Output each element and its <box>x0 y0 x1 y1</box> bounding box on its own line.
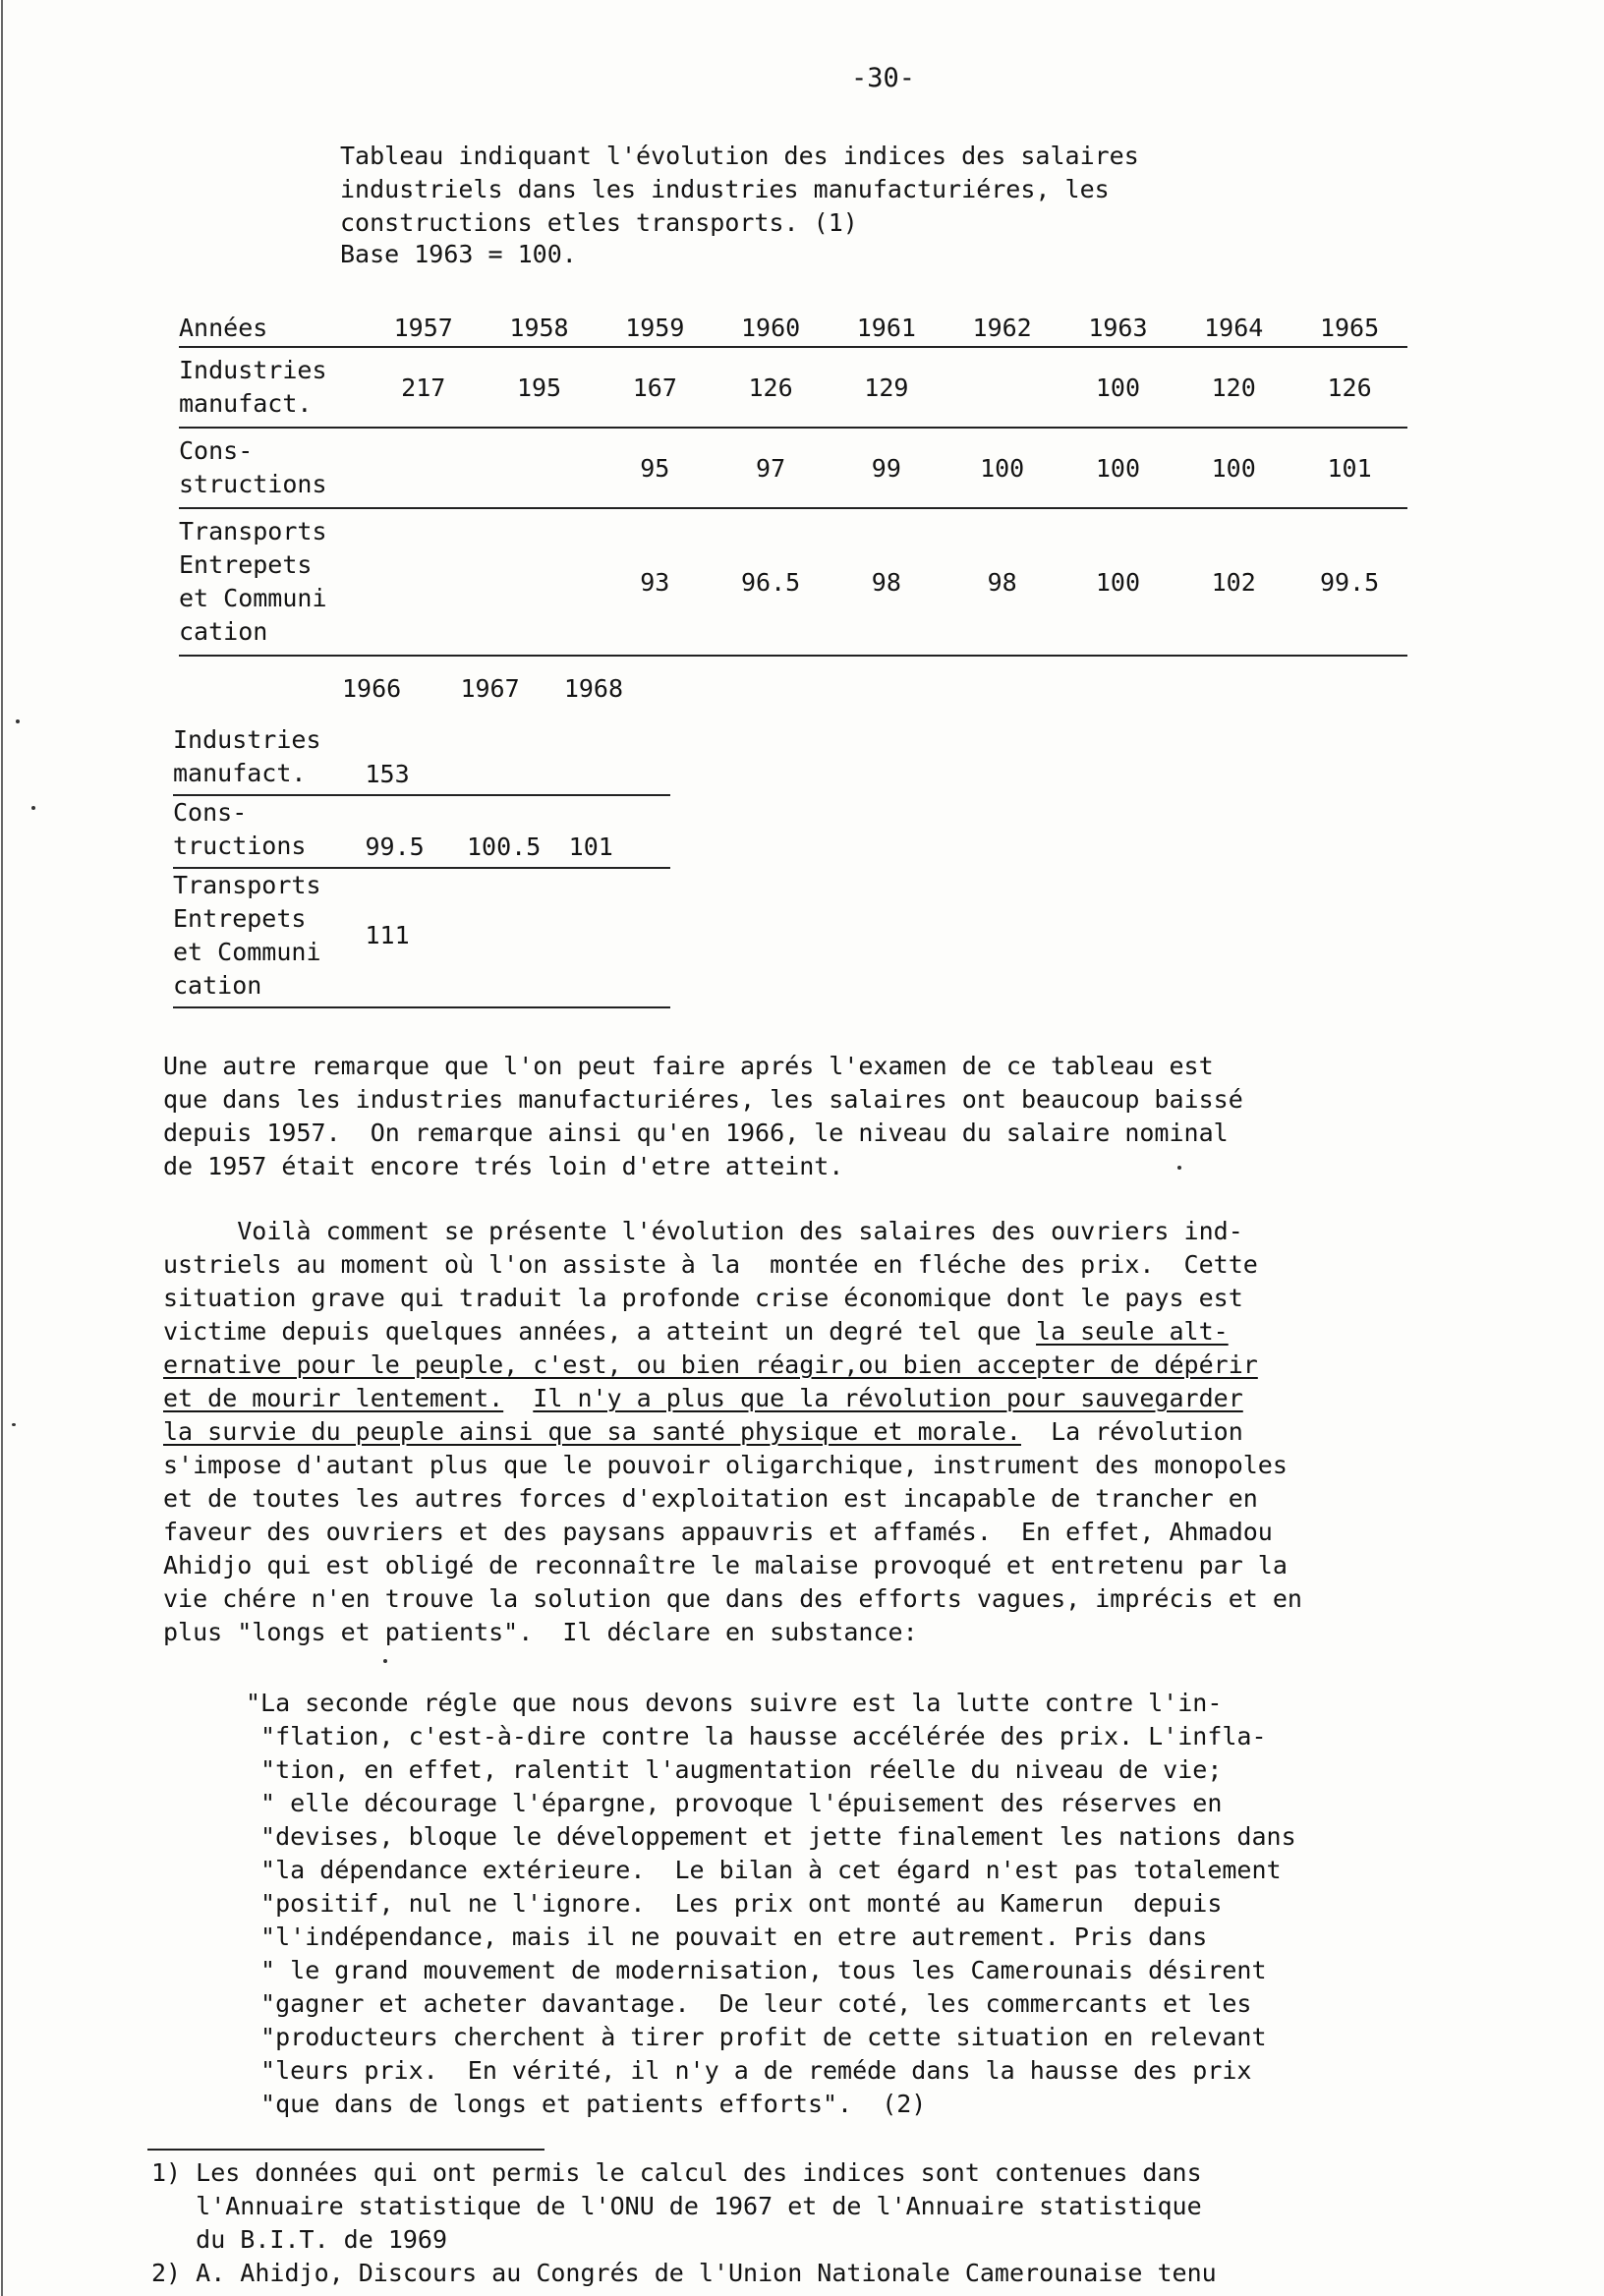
value-cell: 120 <box>1175 347 1291 428</box>
quote-line: "gagner et acheter davantage. De leur coté, les commercants et les <box>246 1989 1252 2018</box>
value-cell: 111 <box>365 868 467 1007</box>
table-caption <box>340 140 1139 240</box>
quote-line: "La seconde régle que nous devons suivre est la lutte contre l'in- <box>246 1689 1223 1717</box>
year-cell: 1958 <box>482 309 598 347</box>
quote-line: " le grand mouvement de modernisation, tous les Camerounais désirent <box>246 1956 1267 1984</box>
row-industries-manufact <box>173 723 670 795</box>
value-cell: 100 <box>1060 428 1176 508</box>
value-cell: 100 <box>1175 428 1291 508</box>
year-cell: 1966 <box>342 674 402 703</box>
text-line: Une autre remarque que l'on peut faire aprés l'examen de ce tableau est <box>163 1052 1214 1080</box>
value-cell: 100 <box>1060 347 1176 428</box>
text-line: Ahidjo qui est obligé de reconnaître le malaise provoqué et entretenu par la <box>163 1551 1288 1579</box>
quote-line: " elle décourage l'épargne, provoque l'épuisement des réserves en <box>246 1789 1223 1817</box>
quote-line: "leurs prix. En vérité, il n'y a de reméde dans la hausse des prix <box>246 2056 1252 2085</box>
text-line: Voilà comment se présente l'évolution des salaires des ouvriers ind- <box>163 1217 1243 1245</box>
value-cell: 153 <box>365 723 467 795</box>
year-header-1966-1968 <box>342 674 623 703</box>
quote-line: "devises, bloque le développement et jette finalement les nations dans <box>246 1822 1296 1851</box>
year-cell: 1964 <box>1175 309 1291 347</box>
row-label: Cons- tructions <box>173 795 365 868</box>
caption-line: Tableau indiquant l'évolution des indices des salaires <box>340 142 1139 170</box>
value-cell: 99.5 <box>365 795 467 868</box>
value-cell: 99 <box>829 428 945 508</box>
value-cell: 102 <box>1175 508 1291 656</box>
text-line: s'impose d'autant plus que le pouvoir oligarchique, instrument des monopoles <box>163 1451 1288 1479</box>
text-line: victime depuis quelques années, a atteint un degré tel que <box>163 1317 1037 1346</box>
text-line: ustriels au moment où l'on assiste à la montée en fléche des prix. Cette <box>163 1250 1258 1279</box>
quote-line: "l'indépendance, mais il ne pouvait en etre autrement. Pris dans <box>246 1923 1208 1951</box>
underlined-text: et de mourir lentement. <box>163 1384 504 1412</box>
value-cell: 195 <box>482 347 598 428</box>
footnote-line: du B.I.T. de 1969 <box>151 2225 448 2254</box>
text-line: que dans les industries manufacturiéres, les salaires ont beaucoup baissé <box>163 1085 1243 1114</box>
underlined-text: la survie du peuple ainsi que sa santé physique et morale. <box>163 1417 1021 1446</box>
year-cell: 1957 <box>366 309 482 347</box>
text-line: de 1957 était encore trés loin d'etre atteint. <box>163 1152 844 1180</box>
row-transports <box>179 508 1407 656</box>
year-cell: 1967 <box>460 674 520 703</box>
value-cell: 126 <box>713 347 829 428</box>
row-label: Transports Entrepets et Communi cation <box>173 868 365 1007</box>
year-cell: 1965 <box>1291 309 1407 347</box>
block-quote <box>246 1687 1296 2121</box>
value-cell: 97 <box>713 428 829 508</box>
indices-table-1966-1968 <box>173 723 670 1008</box>
scan-speck <box>12 1423 16 1426</box>
quote-line: "que dans de longs et patients efforts". (2) <box>246 2090 927 2118</box>
value-cell: 100 <box>945 428 1060 508</box>
year-cell: 1961 <box>829 309 945 347</box>
scan-speck <box>383 1659 387 1663</box>
value-cell: 126 <box>1291 347 1407 428</box>
value-cell: 98 <box>829 508 945 656</box>
quote-line: "producteurs cherchent à tirer profit de cette situation en relevant <box>246 2023 1267 2051</box>
underlined-text: ernative pour le peuple, c'est, ou bien réagir,ou bien accepter de dépérir <box>163 1350 1258 1379</box>
paragraph-remark <box>163 1050 1243 1183</box>
row-industries-manufact <box>179 347 1407 428</box>
indices-table-1957-1965 <box>179 309 1407 657</box>
scan-speck <box>1177 1166 1181 1170</box>
text-line: et de toutes les autres forces d'exploitation est incapable de trancher en <box>163 1484 1258 1513</box>
scan-margin-line <box>1 0 3 2296</box>
header-label: Années <box>179 309 366 347</box>
row-label: Industries manufact. <box>179 347 366 428</box>
quote-line: "flation, c'est-à-dire contre la hausse accélérée des prix. L'infla- <box>246 1722 1267 1751</box>
value-cell: 129 <box>829 347 945 428</box>
value-cell <box>569 723 670 795</box>
value-cell: 98 <box>945 508 1060 656</box>
year-cell: 1959 <box>597 309 713 347</box>
footnote-divider <box>147 2149 544 2151</box>
page-number: -30- <box>851 63 916 93</box>
value-cell: 100.5 <box>467 795 569 868</box>
caption-line: constructions etles transports. (1) <box>340 208 858 237</box>
row-transports <box>173 868 670 1007</box>
text-line: plus "longs et patients". Il déclare en substance: <box>163 1618 918 1646</box>
row-label: Cons- structions <box>179 428 366 508</box>
value-cell <box>467 868 569 1007</box>
text-line: depuis 1957. On remarque ainsi qu'en 1966, le niveau du salaire nominal <box>163 1119 1229 1147</box>
paragraph-analysis <box>163 1215 1302 1649</box>
quote-line: "positif, nul ne l'ignore. Les prix ont monté au Kamerun depuis <box>246 1889 1223 1918</box>
value-cell: 100 <box>1060 508 1176 656</box>
value-cell: 101 <box>569 795 670 868</box>
year-header-row <box>179 309 1407 347</box>
text-line: vie chére n'en trouve la solution que dans des efforts vagues, imprécis et en <box>163 1584 1302 1613</box>
text-line: faveur des ouvriers et des paysans appauvris et affamés. En effet, Ahmadou <box>163 1518 1273 1546</box>
row-label: Industries manufact. <box>173 723 365 795</box>
value-cell: 101 <box>1291 428 1407 508</box>
scan-speck <box>16 719 20 723</box>
quote-line: "tion, en effet, ralentit l'augmentation réelle du niveau de vie; <box>246 1755 1223 1784</box>
row-constructions <box>173 795 670 868</box>
value-cell: 95 <box>597 428 713 508</box>
underlined-text: la seule alt- <box>1036 1317 1229 1346</box>
value-cell: 93 <box>597 508 713 656</box>
value-cell <box>482 508 598 656</box>
row-label: Transports Entrepets et Communi cation <box>179 508 366 656</box>
text-line: La révolution <box>1020 1417 1243 1446</box>
row-constructions <box>179 428 1407 508</box>
year-cell: 1962 <box>945 309 1060 347</box>
value-cell <box>366 508 482 656</box>
year-cell: 1968 <box>563 674 624 703</box>
value-cell <box>366 428 482 508</box>
value-cell <box>467 723 569 795</box>
value-cell: 217 <box>366 347 482 428</box>
value-cell: 167 <box>597 347 713 428</box>
value-cell <box>482 428 598 508</box>
scan-speck <box>31 806 35 810</box>
footnotes <box>151 2156 1217 2290</box>
footnote-line: 2) A. Ahidjo, Discours au Congrés de l'Union Nationale Camerounaise tenu <box>151 2259 1217 2287</box>
quote-line: "la dépendance extérieure. Le bilan à cet égard n'est pas totalement <box>246 1856 1282 1884</box>
footnote-line: l'Annuaire statistique de l'ONU de 1967 et de l'Annuaire statistique <box>151 2192 1202 2220</box>
year-cell: 1960 <box>713 309 829 347</box>
year-cell: 1963 <box>1060 309 1176 347</box>
text-spacer <box>503 1384 533 1412</box>
caption-line: industriels dans les industries manufacturiéres, les <box>340 175 1110 203</box>
caption-base: Base 1963 = 100. <box>340 240 577 268</box>
footnote-line: 1) Les données qui ont permis le calcul des indices sont contenues dans <box>151 2158 1202 2187</box>
value-cell: 96.5 <box>713 508 829 656</box>
value-cell: 99.5 <box>1291 508 1407 656</box>
value-cell <box>945 347 1060 428</box>
underlined-text: Il n'y a plus que la révolution pour sauvegarder <box>533 1384 1243 1412</box>
text-line: situation grave qui traduit la profonde crise économique dont le pays est <box>163 1284 1243 1312</box>
value-cell <box>569 868 670 1007</box>
